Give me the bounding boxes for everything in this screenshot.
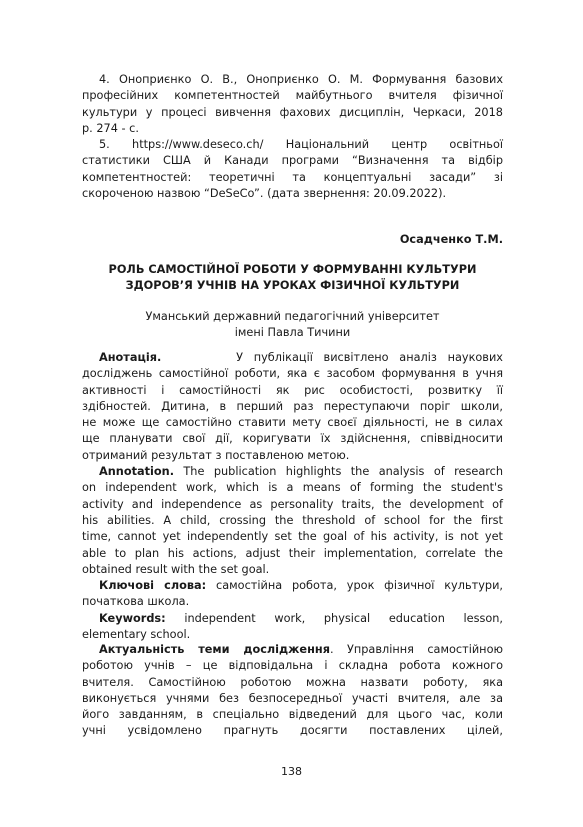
abstract-en-line: on independent work, which is a means of forming the student's bbox=[82, 481, 503, 495]
keywords-ua-text: самостійна робота, урок фізичної культури, bbox=[216, 579, 503, 593]
reference-line: р. 274 - с. bbox=[82, 121, 139, 135]
relevance-section bbox=[82, 642, 503, 740]
keywords-en-text: independent work, physical education lesson, bbox=[184, 611, 504, 625]
reference-line: культури у процесі вивчення фахових дисциплін, Черкаси, 2018 bbox=[82, 105, 503, 119]
author-name: Осадченко Т.М. bbox=[399, 233, 503, 246]
title-line: РОЛЬ САМОСТІЙНОЇ РОБОТИ У ФОРМУВАННІ КУЛЬТУРИ bbox=[108, 263, 477, 276]
abstract-en-line: time, cannot yet independently set the goal of his activity, is not yet bbox=[82, 530, 503, 544]
abstract-ua-line: досліджень самостійної роботи, яка є засобом формування в учня bbox=[82, 367, 503, 381]
abstract-en-line: obtained result with the set goal. bbox=[82, 562, 270, 576]
title-line: ЗДОРОВ’Я УЧНІВ НА УРОКАХ ФІЗИЧНОЇ КУЛЬТУРИ bbox=[125, 279, 460, 293]
relevance-line: вчителя. Самостійною роботою можна назвати роботу, яка bbox=[82, 675, 503, 689]
abstract-en-line: activity and independence as personality traits, the development of bbox=[82, 497, 503, 511]
paper-title bbox=[82, 262, 503, 295]
keywords-ua-label: Ключові слова: bbox=[99, 579, 207, 593]
abstract-en-line: able to plan his actions, adjust their implementation, correlate the bbox=[82, 546, 503, 560]
keywords-en-label: Keywords: bbox=[99, 611, 166, 625]
abstract-ua-text: У публікації висвітлено аналіз наукових bbox=[236, 351, 503, 364]
abstract-ua-line: здібностей. Дитина, в перший раз переступаючи поріг школи, bbox=[82, 399, 503, 413]
relevance-label: Актуальність теми дослідження bbox=[99, 643, 330, 656]
abstract-ua-first-line bbox=[82, 350, 503, 366]
abstract-ua-line: не може ще самостійно ставити мету своєї діяльності, не в силах bbox=[82, 416, 503, 430]
reference-line: 5. https://www.deseco.ch/ Національний центр освітньої bbox=[99, 138, 503, 152]
relevance-line: виконується учнями без безпосередньої участі вчителя, але за bbox=[82, 691, 503, 705]
reference-4 bbox=[82, 72, 503, 137]
relevance-line: його завданням, в спеціально відведений для цього час, коли bbox=[82, 708, 503, 722]
reference-line: скороченою назвою “DeSeCo”. (дата звернення: 20.09.2022). bbox=[82, 187, 447, 201]
reference-5 bbox=[82, 137, 503, 202]
references-list bbox=[82, 72, 503, 202]
reference-line: компетентностей: теоретичні та концептуальні засади” зі bbox=[82, 170, 503, 184]
abstract-ua-line: ще планувати свої дії, коригувати їх здійснення, співвідносити bbox=[82, 432, 503, 446]
affiliation-line: Уманський державний педагогічний університет bbox=[145, 310, 440, 323]
keywords-en-first-line bbox=[82, 611, 503, 627]
relevance-line: роботою учнів – це відповідальна і складна робота кожного bbox=[82, 659, 503, 673]
reference-line: 4. Оноприєнко О. В., Оноприєнко О. М. Формування базових bbox=[99, 73, 503, 86]
relevance-line: учні усвідомлено прагнуть досягти поставлених цілей, bbox=[82, 724, 503, 738]
keywords-ua-first-line bbox=[82, 578, 503, 594]
keywords-en-line: elementary school. bbox=[82, 628, 191, 642]
keywords-ua-line: початкова школа. bbox=[82, 595, 190, 609]
abstract-en-first-line bbox=[82, 464, 503, 480]
abstract-ua-label: Анотація. bbox=[99, 351, 162, 364]
abstract-ua-line: активності і самостійності як рис особистості, розвитку її bbox=[82, 383, 503, 397]
abstract-en-line: his abilities. A child, crossing the threshold of school for the first bbox=[82, 513, 503, 527]
abstract-en-text: The publication highlights the analysis of research bbox=[183, 465, 504, 479]
affiliation bbox=[82, 309, 503, 342]
abstract-section bbox=[82, 350, 503, 643]
abstract-en-label: Annotation. bbox=[99, 465, 174, 479]
affiliation-line: імені Павла Тичини bbox=[234, 326, 351, 340]
reference-line: професійних компетентностей майбутнього вчителя фізичної bbox=[82, 89, 503, 103]
relevance-text: . Управління самостійною bbox=[329, 643, 503, 656]
relevance-first-line bbox=[82, 642, 503, 658]
abstract-ua-line: отриманий результат з поставленою метою. bbox=[82, 448, 350, 462]
page-number: 138 bbox=[281, 765, 302, 778]
reference-line: статистики США й Канади програми “Визначення та відбір bbox=[82, 154, 503, 168]
